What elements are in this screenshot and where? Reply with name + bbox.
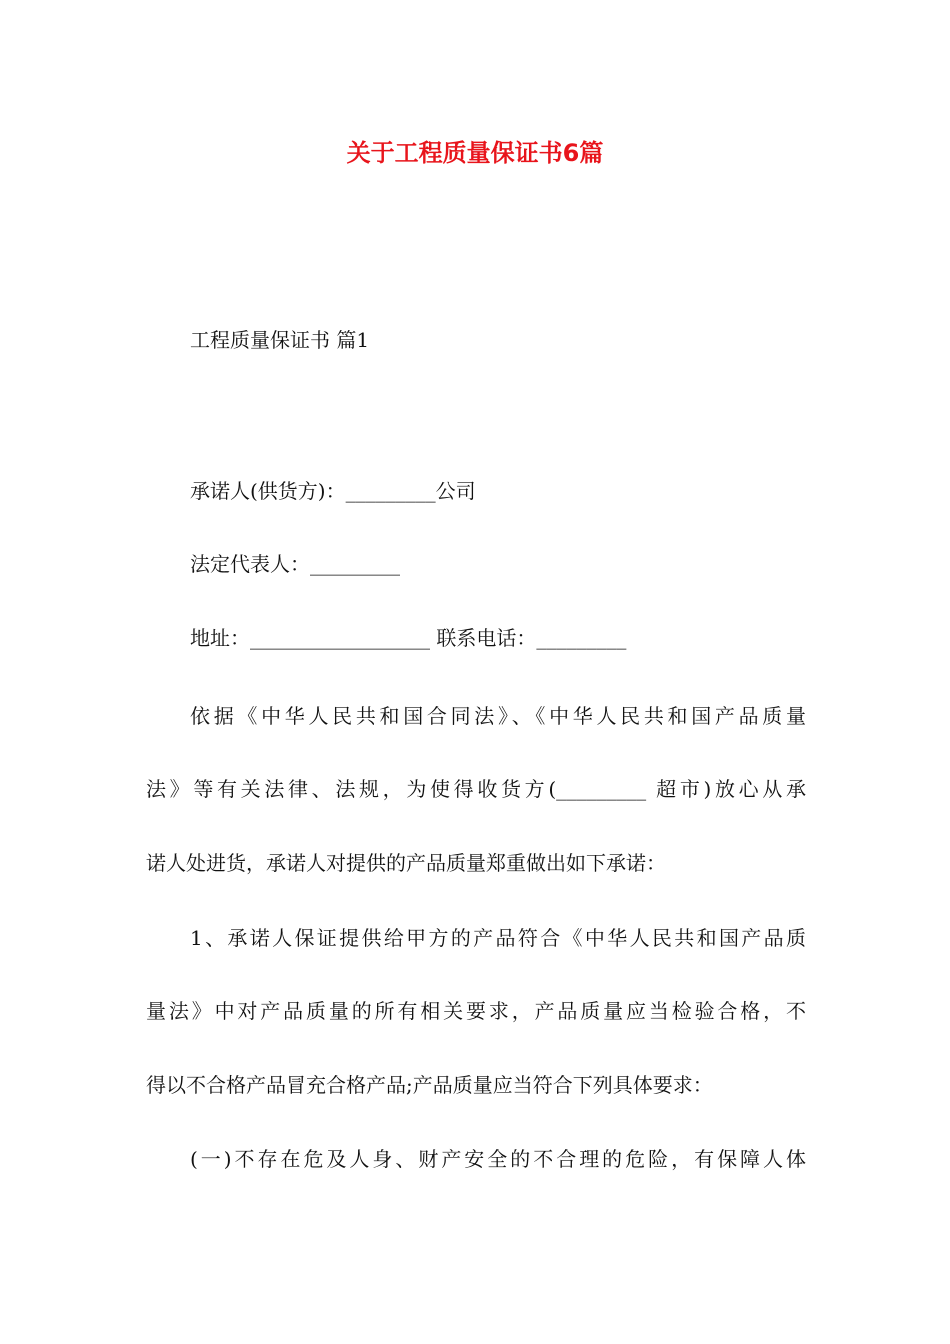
section-heading: 工程质量保证书 篇1 xyxy=(190,328,370,352)
promisor-line: 承诺人(供货方)：_________公司 xyxy=(190,479,476,503)
document-title: 关于工程质量保证书6篇 xyxy=(346,139,604,167)
paragraph-line: 法》等有关法律、法规，为使得收货方(_________ 超市)放心从承 xyxy=(146,777,806,801)
paragraph-line: (一)不存在危及人身、财产安全的不合理的危险，有保障人体 xyxy=(190,1147,806,1171)
paragraph-line: 诺人处进货，承诺人对提供的产品质量郑重做出如下承诺： xyxy=(146,851,666,875)
paragraph-line: 1、承诺人保证提供给甲方的产品符合《中华人民共和国产品质 xyxy=(190,926,806,950)
legal-rep-line: 法定代表人：_________ xyxy=(190,552,400,576)
paragraph-line: 量法》中对产品质量的所有相关要求，产品质量应当检验合格，不 xyxy=(146,999,806,1023)
paragraph-line: 得以不合格产品冒充合格产品;产品质量应当符合下列具体要求： xyxy=(146,1073,713,1097)
address-phone-line: 地址：__________________ 联系电话：_________ xyxy=(190,626,627,650)
paragraph-line: 依据《中华人民共和国合同法》、《中华人民共和国产品质量 xyxy=(190,704,806,728)
